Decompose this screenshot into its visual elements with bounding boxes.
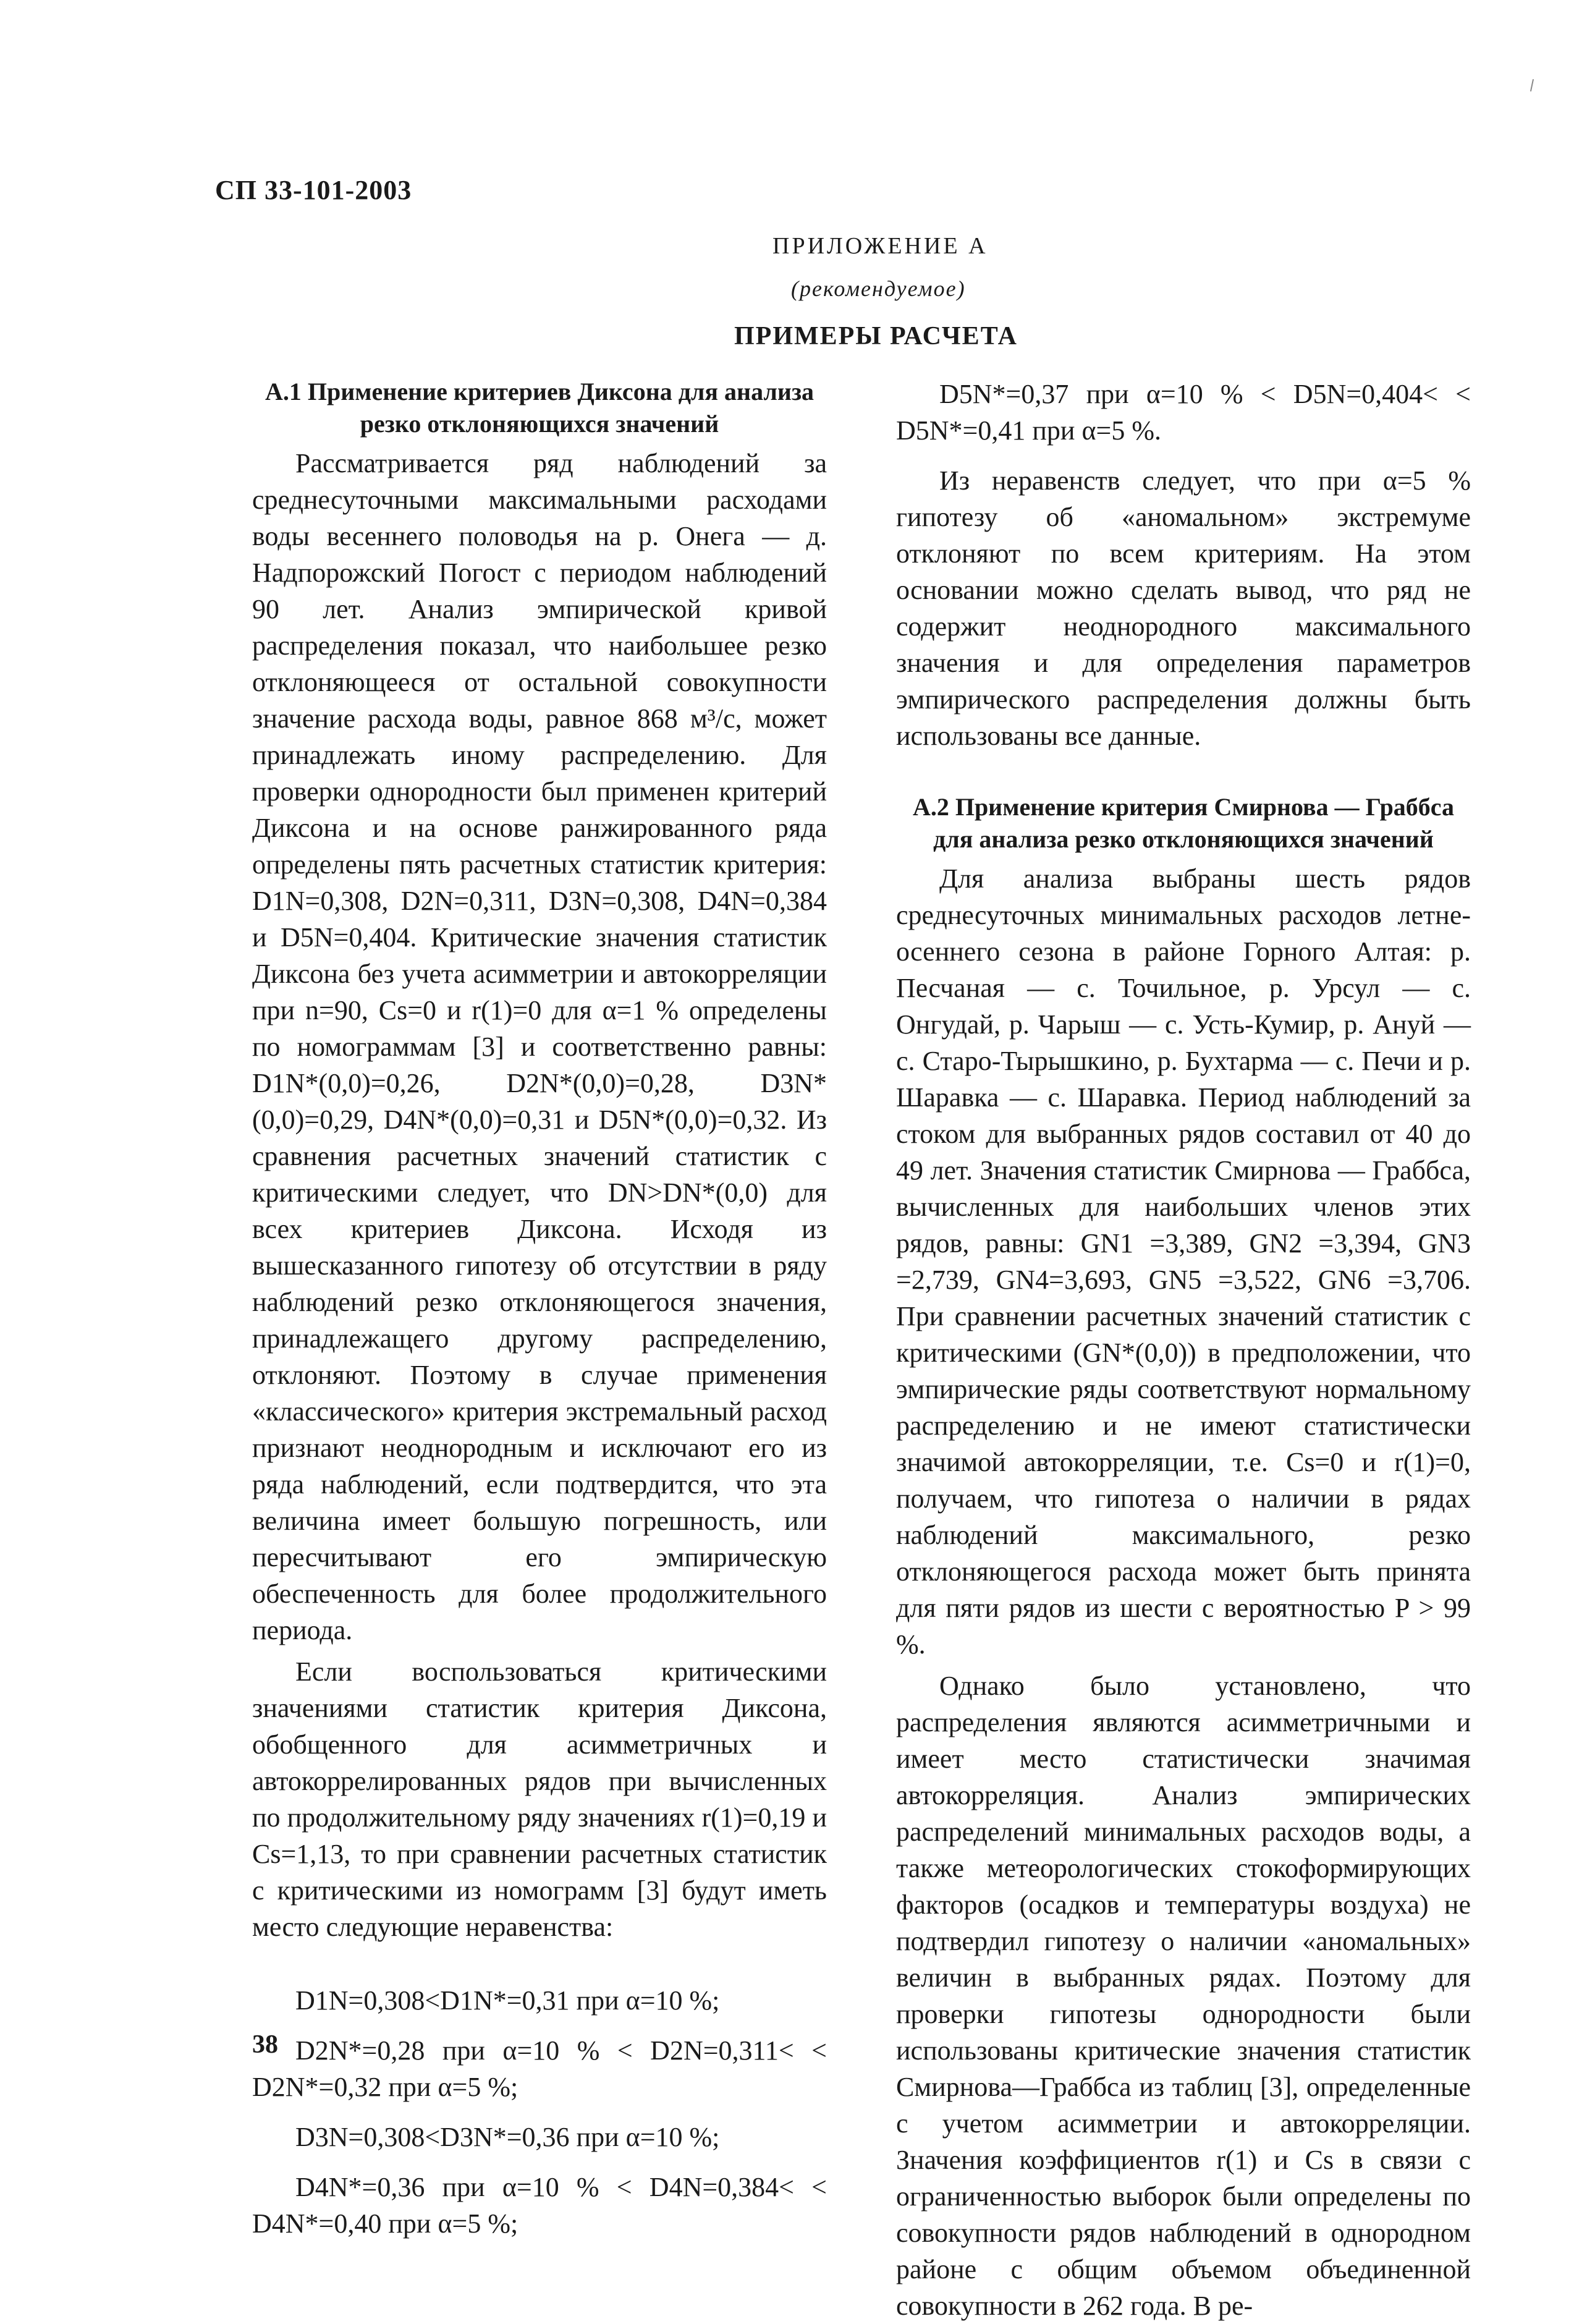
paragraph-dixon-generalized: Если воспользоваться критическими значениями статистик критерия Диксона, обобщенного для асимметричных и автокоррелированных рядов при вычисленных по продолжительному ряду значениях r(1)=0,19 и Cs=1,13, то при сравнении расчетных статистик с критическими из номограмм [3] будут иметь место следующие неравенства: <box>252 1656 827 1942</box>
right-column <box>896 376 1471 2324</box>
formula-d5: D5N*=0,37 при α=10 % < D5N=0,404< < D5N*=0,41 при α=5 %. <box>896 379 1471 446</box>
formula-d2: D2N*=0,28 при α=10 % < D2N=0,311< < D2N*=0,32 при α=5 %; <box>252 2035 827 2102</box>
scan-mark <box>1530 79 1534 91</box>
appendix-subtitle: (рекомендуемое) <box>791 276 966 301</box>
paragraph-smirnov-intro: Для анализа выбраны шесть рядов среднесуточных минимальных расходов летне-осеннего сезона в районе Горного Алтая: р. Песчаная — с. Точильное, р. Урсул — с. Онгудай, р. Чарыш — с. Усть-Кумир, р. Ануй — с. Старо-Тырышкино, р. Бухтарма — с. Печи и р. Шаравка — с. Шаравка. Период наблюдений за стоком для выбранных рядов составил от 40 до 49 лет. Значения статистик Смирнова — Граббса, вычисленных для наибольших членов этих рядов, равны: GN1 =3,389, GN2 =3,394, GN3 =2,739, GN4=3,693, GN5 =3,522, GN6 =3,706. При сравнении расчетных значений статистик с критическими (GN*(0,0)) в предположении, что эмпирические ряды соответствуют нормальному распределению и не имеют статистически значимой автокорреляции, т.е. Cs=0 и r(1)=0, получаем, что гипотеза о наличии в рядах наблюдений максимального, резко отклоняющегося расхода может быть принята для пяти рядов из шести с вероятностью P > 99 %. <box>896 863 1471 1660</box>
section-title-a1: А.1 Применение критериев Диксона для анализа резко отклоняющихся значений <box>264 378 815 438</box>
paragraph-dixon-intro: Рассматривается ряд наблюдений за среднесуточными максимальными расходами воды весеннего половодья на р. Онега — д. Надпорожский Погост с периодом наблюдений 90 лет. Анализ эмпирической кривой распределения показал, что наибольшее резко отклоняющееся от остальной совокупности значение расхода воды, равное 868 м³/с, может принадлежать иному распределению. Для проверки однородности был применен критерий Диксона и на основе ранжированного ряда определены пять расчетных статистик критерия: D1N=0,308, D2N=0,311, D3N=0,308, D4N=0,384 и D5N=0,404. Критические значения статистик Диксона без учета асимметрии и автокорреляции при n=90, Cs=0 и r(1)=0 для α=1 % определены по номограммам [3] и соответственно равны: D1N*(0,0)=0,26, D2N*(0,0)=0,28, D3N*(0,0)=0,29, D4N*(0,0)=0,31 и D5N*(0,0)=0,32. Из сравнения расчетных значений статистик с критическими следует, что DN>DN*(0,0) для всех критериев Диксона. Исходя из вышесказанного гипотезу об отсутствии в ряду наблюдений резко отклоняющегося значения, принадлежащего другому распределению, отклоняют. Поэтому в случае применения «классического» критерия экстремальный расход признают неоднородным и исключают его из ряда наблюдений, если подтвердится, что эта величина имеет большую погрешность, или пересчитывают его эмпирическую обеспеченность для более продолжительного периода. <box>252 448 827 1645</box>
paragraph-smirnov-analysis: Однако было установлено, что распределения являются асимметричными и имеет место статистически значимая автокорреляция. Анализ эмпирических распределений минимальных расходов воды, а также метеорологических стокоформирующих факторов (осадков и температуры воздуха) не подтвердил гипотезу о наличии «аномальных» величин в выбранных рядах. Поэтому для проверки гипотезы однородности были использованы критические значения статистик Смирнова—Граббса из таблиц [3], определенные с учетом асимметрии и автокорреляции. Значения коэффициентов r(1) и Cs в связи с ограниченностью выборок были определены по совокупности рядов наблюдений в однородном районе с общим объемом объединенной совокупности в 262 года. В ре- <box>896 1671 1471 2321</box>
section-title-a2: А.2 Применение критерия Смирнова — Граббса для анализа резко отклоняющихся значений <box>912 793 1455 853</box>
page-number: 38 <box>252 2030 278 2059</box>
formula-d4: D4N*=0,36 при α=10 % < D4N=0,384< < D4N*=0,40 при α=5 %; <box>252 2172 827 2239</box>
document-code: СП 33-101-2003 <box>215 175 412 205</box>
main-title: ПРИМЕРЫ РАСЧЕТА <box>734 322 1018 350</box>
formula-d1: D1N=0,308<D1N*=0,31 при α=10 %; <box>295 1985 720 2016</box>
left-column <box>252 376 827 2255</box>
formula-d3: D3N=0,308<D3N*=0,36 при α=10 %; <box>295 2122 720 2152</box>
appendix-title: ПРИЛОЖЕНИЕ А <box>772 233 988 259</box>
paragraph-conclusion: Из неравенств следует, что при α=5 % гипотезу об «аномальном» экстремуме отклоняют по всем критериям. На этом основании можно сделать вывод, что ряд не содержит неоднородного максимального значения и для определения параметров эмпирического распределения должны быть использованы все данные. <box>896 465 1471 751</box>
